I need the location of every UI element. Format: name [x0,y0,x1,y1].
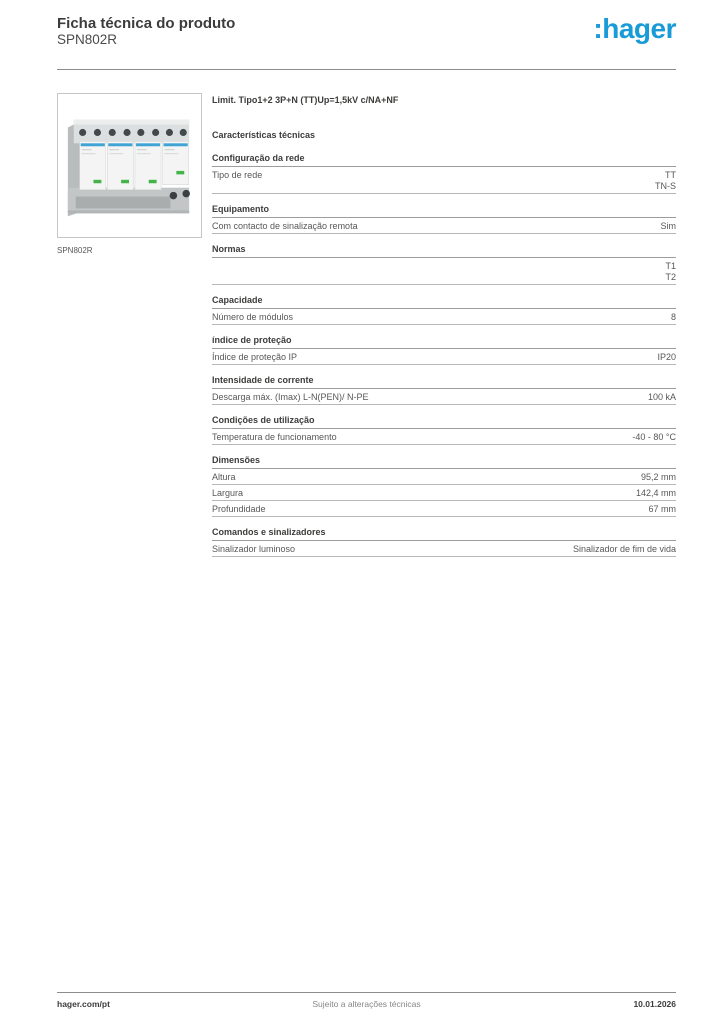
row-rule [212,516,676,517]
spec-row [212,429,676,444]
header-divider [57,69,676,70]
header [57,15,676,48]
spec-row-value: 67 mm [648,504,676,514]
row-rule [212,324,676,325]
spec-row-values [573,543,676,554]
spec-row [212,485,676,500]
characteristics-heading: Características técnicas [212,130,316,140]
spec-section [212,375,676,405]
row-rule [212,233,676,234]
spec-row-label: Sinalizador luminoso [212,544,296,554]
row-rule [212,404,676,405]
spec-row-value: T1 [665,261,676,271]
product-image-column [57,93,202,567]
spec-row-values [671,311,676,322]
spec-row-values [641,471,676,482]
row-rule [212,556,676,557]
hager-logo: :hager [593,13,676,44]
spec-section-heading: Comandos e sinalizadores [212,527,326,537]
footer-date: 10.01.2026 [633,999,676,1009]
spec-row-value: TN-S [655,181,676,191]
spec-row-value: 142,4 mm [635,488,676,498]
spec-row-value: 95,2 mm [640,472,676,482]
spec-row [212,349,676,364]
spec-row-value: TT [665,170,676,180]
footer [57,999,676,1013]
spec-row-value: T2 [665,272,676,282]
spec-row-values [632,431,676,442]
spec-section-heading: Configuração da rede [212,153,305,163]
spec-section [212,455,676,517]
spec-row-values [665,260,676,282]
spec-row-label: Profundidade [212,504,266,514]
spec-row-label: Altura [212,472,236,482]
footer-disclaimer: Sujeito a alterações técnicas [312,999,421,1009]
spec-row-label: Com contacto de sinalização remota [212,221,358,231]
footer-website: hager.com/pt [57,999,110,1009]
product-title: Limit. Tipo1+2 3P+N (TT)Up=1,5kV c/NA+NF [212,95,399,105]
spec-section-heading: índice de proteção [212,335,292,345]
spec-row-value: -40 - 80 °C [632,432,676,442]
spec-section [212,335,676,365]
spec-section [212,244,676,285]
spec-sections [212,153,676,557]
spec-row-values [636,487,676,498]
spec-row [212,389,676,404]
spec-section-heading: Condições de utilização [212,415,315,425]
spec-row-values [648,391,676,402]
spec-section [212,204,676,234]
spec-row-label: Descarga máx. (Imax) L-N(PEN)/ N-PE [212,392,369,402]
spec-row [212,541,676,556]
spec-row-values [648,503,676,514]
spec-row-label: Temperatura de funcionamento [212,432,337,442]
spec-section-heading: Equipamento [212,204,270,214]
spec-row-label: Largura [212,488,244,498]
spec-row-values [655,169,676,191]
content [57,93,676,567]
spec-section-heading: Capacidade [212,295,263,305]
spec-row [212,167,676,193]
spec-section [212,415,676,445]
footer-divider [57,992,676,993]
row-rule [212,193,676,194]
spec-row-label: Tipo de rede [212,170,263,180]
spec-section-heading: Normas [212,244,246,254]
spec-section [212,153,676,194]
spec-section-heading: Intensidade de corrente [212,375,314,385]
spec-row-value: Sim [660,221,676,231]
spec-row-values [657,351,676,362]
row-rule [212,284,676,285]
spec-row [212,309,676,324]
product-image-frame [57,93,202,238]
row-rule [212,444,676,445]
spec-row-label: Índice de proteção IP [212,352,298,362]
spec-row-value: IP20 [657,352,676,362]
spec-row-value: Sinalizador de fim de vida [572,544,676,554]
spec-row [212,501,676,516]
product-image [58,94,201,237]
spec-row-values [661,220,677,231]
spec-row [212,218,676,233]
page-title: Ficha técnica do produto [57,15,236,32]
spec-row-value: 8 [670,312,676,322]
spec-column [212,93,676,567]
spec-row [212,258,676,284]
spec-section-heading: Dimensões [212,455,261,465]
row-rule [212,364,676,365]
product-code: SPN802R [57,32,118,47]
spec-row [212,469,676,484]
product-image-caption: SPN802R [57,246,93,255]
spec-section [212,295,676,325]
spec-section [212,527,676,557]
spec-row-value: 100 kA [647,392,676,402]
spec-row-label: Número de módulos [212,312,294,322]
